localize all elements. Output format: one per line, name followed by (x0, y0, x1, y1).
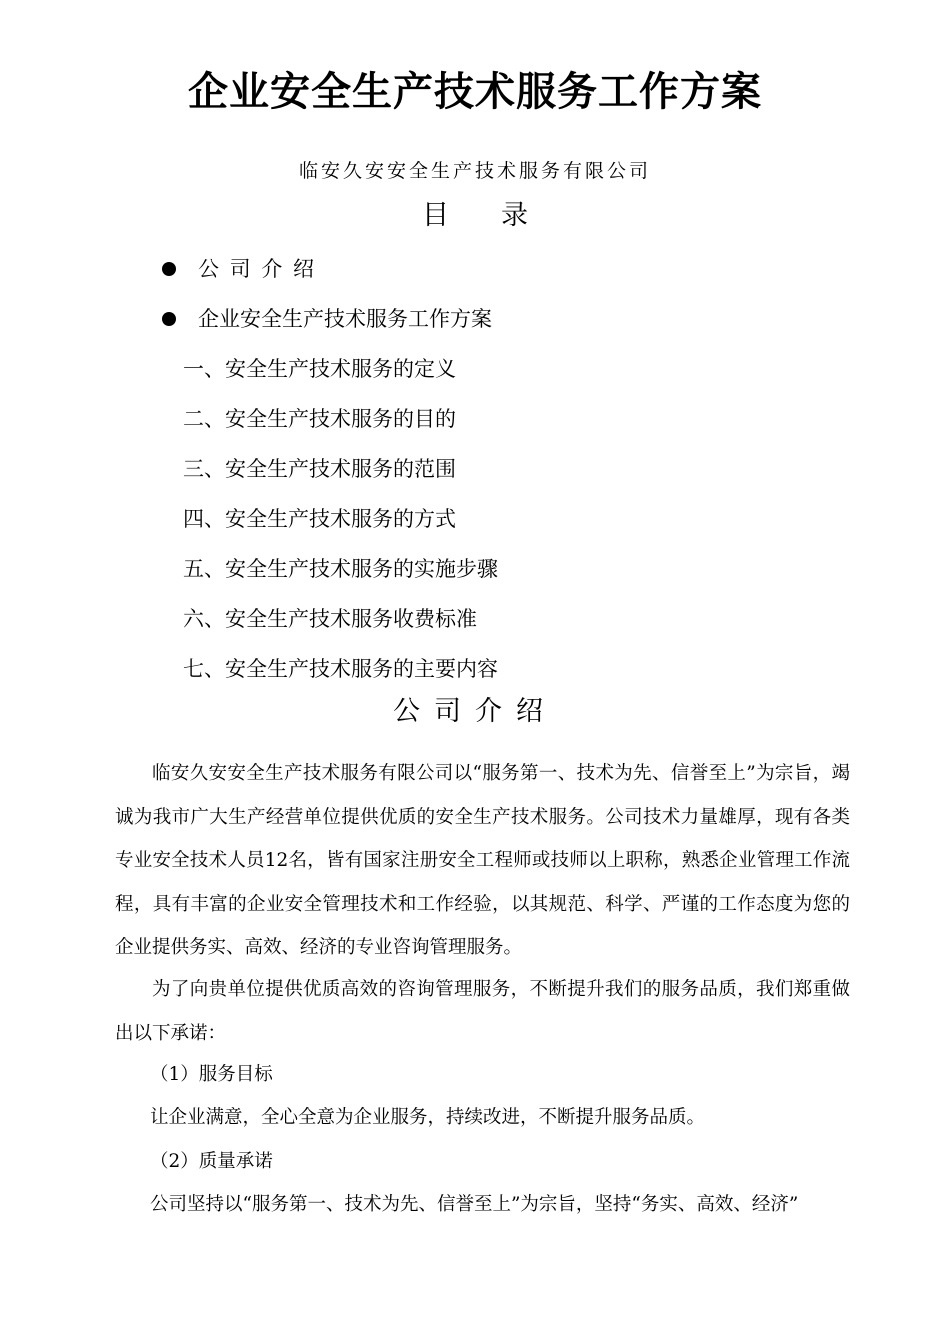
intro-paragraph: 临安久安安全生产技术服务有限公司以“服务第一、技术为先、信誉至上”为宗旨，竭诚为我市广大生产经营单位提供优质的安全生产技术服务。公司技术力量雄厚，现有各类专业安全技术人员12名，皆有国家注册安全工程师或技师以上职称，熟悉企业管理工作流程，具有丰富的企业安全管理技术和工作经验，以其规范、科学、严谨的工作态度为您的企业提供务实、高效、经济的专业咨询管理服务。 (115, 763, 850, 958)
toc-section-2: 二、安全生产技术服务的目的 (183, 407, 456, 431)
bullet-icon (162, 262, 176, 276)
company-name: 临安久安安全生产技术服务有限公司 (298, 160, 651, 182)
toc-item-label: 企业安全生产技术服务工作方案 (198, 307, 492, 331)
toc-heading (0, 198, 950, 234)
toc-item-service-plan (162, 304, 492, 334)
toc-item-label: 公 司 介 绍 (198, 257, 317, 281)
item2-text: 公司坚持以“服务第一、技术为先、信誉至上”为宗旨，坚持“务实、高效、经济” (150, 1194, 799, 1215)
toc-heading-right: 录 (501, 200, 528, 231)
toc-heading-left: 目 (422, 200, 449, 231)
toc-section-3: 三、安全生产技术服务的范围 (183, 457, 456, 481)
toc-section-5: 五、安全生产技术服务的实施步骤 (183, 557, 498, 581)
toc-item-company-intro (162, 254, 316, 284)
section-heading-company-intro: 公司介绍 (393, 696, 557, 727)
toc-section-4: 四、安全生产技术服务的方式 (183, 507, 456, 531)
commitment-paragraph: 为了向贵单位提供优质高效的咨询管理服务，不断提升我们的服务品质，我们郑重做出以下承诺： (115, 979, 850, 1044)
toc-section-7: 七、安全生产技术服务的主要内容 (183, 657, 498, 681)
item1-text: 让企业满意，全心全意为企业服务，持续改进，不断提升服务品质。 (150, 1107, 706, 1128)
item1-heading: （1）服务目标 (150, 1064, 273, 1085)
item2-heading: （2）质量承诺 (150, 1151, 273, 1172)
toc-section-6: 六、安全生产技术服务收费标准 (183, 607, 477, 631)
document-title: 企业安全生产技术服务工作方案 (188, 69, 762, 115)
bullet-icon (162, 312, 176, 326)
toc-section-1: 一、安全生产技术服务的定义 (183, 357, 456, 381)
